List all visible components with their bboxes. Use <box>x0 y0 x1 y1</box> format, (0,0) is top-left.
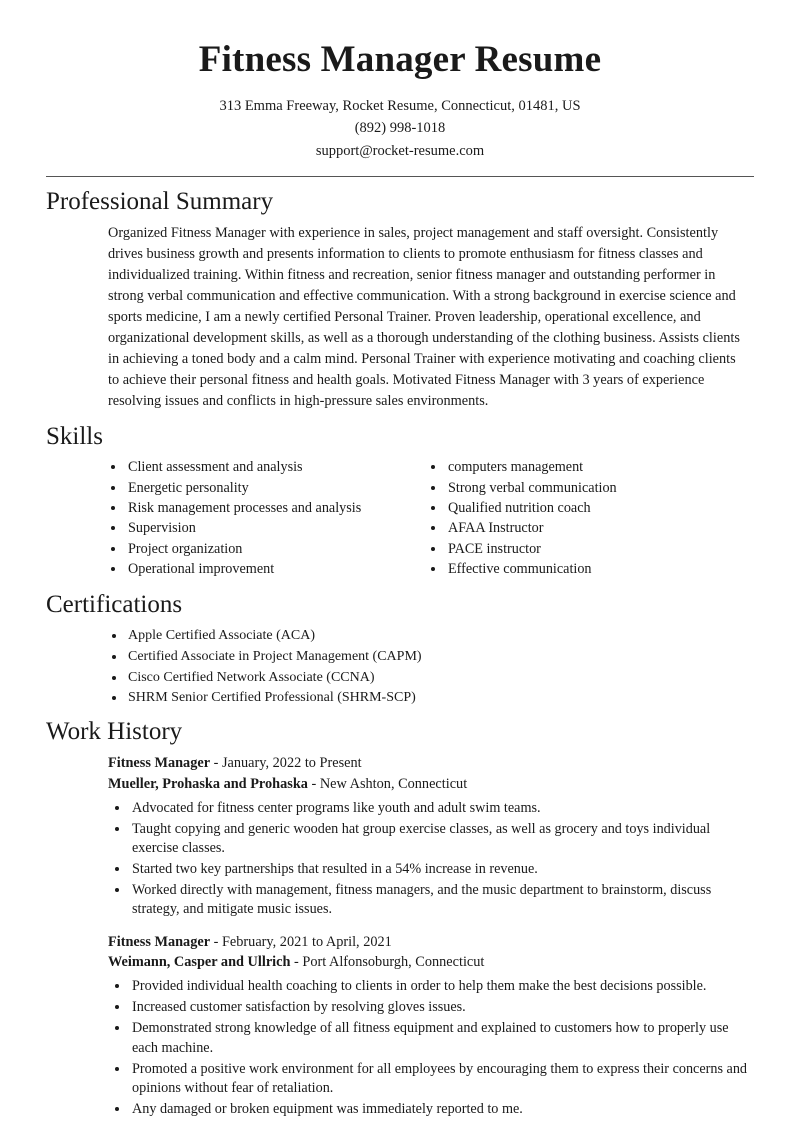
list-item: • Risk management processes and analysis <box>126 499 428 518</box>
list-item: • Promoted a positive work environment for all employees by encouraging them to express their concerns and opinions without fear of retaliation. <box>130 1060 748 1098</box>
section-heading-certifications: Certifications <box>46 591 183 619</box>
header-divider <box>46 176 754 177</box>
summary-text: Organized Fitness Manager with experience in sales, project management and staff oversight. Consistently drives business growth and presents information to clients to promote enthusiasm for fitness classes and individualized training. Within fitness and recreation, senior fitness manager and outstanding performer in strong verbal communication and effective communication. With a strong background in exercise science and sports medicine, I am a newly certified Personal Trainer. Proven leadership, operational excellence, and organizational development skills, as well as a thorough understanding of the clothing business. Assists clients in achieving a toned body and a calm mind. Personal Trainer with experience motivating and coaching clients to achieve their personal fitness and health goals. Motivated Fitness Manager with 3 years of experience resolving issues and conflicts in high-pressure sales environments. <box>108 225 740 410</box>
job-entry <box>46 753 754 919</box>
list-item: • Demonstrated strong knowledge of all fitness equipment and explained to customers how to properly use each machine. <box>130 1019 748 1057</box>
job-title-line: Fitness Manager - January, 2022 to Present <box>108 755 362 772</box>
list-item: • Supervision <box>126 519 428 538</box>
summary-body <box>46 223 754 412</box>
list-item: • Worked directly with management, fitness managers, and the music department to brainstorm, discuss strategy, and mitigate music issues. <box>130 881 748 919</box>
job-company-line: Mueller, Prohaska and Prohaska - New Ashton, Connecticut <box>108 775 468 792</box>
job-bullets <box>108 799 748 920</box>
page-title: Fitness Manager Resume <box>198 39 602 80</box>
list-item: • Provided individual health coaching to clients in order to help them make the best decisions possible. <box>130 977 748 996</box>
contact-address: 313 Emma Freeway, Rocket Resume, Connecticut, 01481, US <box>219 97 581 114</box>
job-bullets <box>108 977 748 1119</box>
job-entry <box>46 932 754 1120</box>
job-location: New Ashton, Connecticut <box>319 775 468 792</box>
list-item: • Project organization <box>126 540 428 559</box>
list-item: • Effective communication <box>446 560 748 579</box>
job-title: Fitness Manager <box>108 755 211 772</box>
list-item: • computers management <box>446 458 748 477</box>
job-company-line: Weimann, Casper and Ullrich - Port Alfonsoburgh, Connecticut <box>108 954 485 971</box>
certifications-body <box>46 626 754 707</box>
list-item: • SHRM Senior Certified Professional (SHRM-SCP) <box>126 688 754 707</box>
list-item: • Increased customer satisfaction by resolving gloves issues. <box>130 998 748 1017</box>
contact-phone: (892) 998-1018 <box>354 120 446 137</box>
list-item: • Strong verbal communication <box>446 479 748 498</box>
job-company: Mueller, Prohaska and Prohaska <box>108 775 308 792</box>
list-item: • AFAA Instructor <box>446 519 748 538</box>
job-company: Weimann, Casper and Ullrich <box>108 954 291 971</box>
job-title: Fitness Manager <box>108 933 211 950</box>
list-item: • Client assessment and analysis <box>126 458 428 477</box>
job-location: Port Alfonsoburgh, Connecticut <box>302 954 485 971</box>
job-dates: February, 2021 to April, 2021 <box>221 933 392 950</box>
list-item: • Energetic personality <box>126 479 428 498</box>
list-item: • Cisco Certified Network Associate (CCNA) <box>126 668 754 687</box>
list-item: • Advocated for fitness center programs like youth and adult swim teams. <box>130 799 748 818</box>
list-item: • Taught copying and generic wooden hat group exercise classes, as well as grocery and toys individual exercise classes. <box>130 820 748 858</box>
skills-column-left <box>108 458 428 580</box>
list-item: • Certified Associate in Project Management (CAPM) <box>126 647 754 666</box>
list-item: • PACE instructor <box>446 540 748 559</box>
job-title-line: Fitness Manager - February, 2021 to April, 2021 <box>108 933 392 950</box>
skills-body <box>46 458 754 580</box>
section-heading-summary: Professional Summary <box>46 188 274 216</box>
skills-column-right <box>428 458 748 580</box>
section-heading-skills: Skills <box>46 423 103 451</box>
list-item: • Apple Certified Associate (ACA) <box>126 626 754 645</box>
list-item: • Operational improvement <box>126 560 428 579</box>
skills-list-right <box>428 458 748 579</box>
job-dates: January, 2022 to Present <box>221 755 362 772</box>
skills-list-left <box>108 458 428 579</box>
list-item: • Any damaged or broken equipment was immediately reported to me. <box>130 1100 748 1119</box>
certifications-list <box>108 626 754 707</box>
section-heading-work-history: Work History <box>46 718 183 746</box>
list-item: • Started two key partnerships that resulted in a 54% increase in revenue. <box>130 860 748 879</box>
list-item: • Qualified nutrition coach <box>446 499 748 518</box>
contact-email: support@rocket-resume.com <box>315 142 485 159</box>
